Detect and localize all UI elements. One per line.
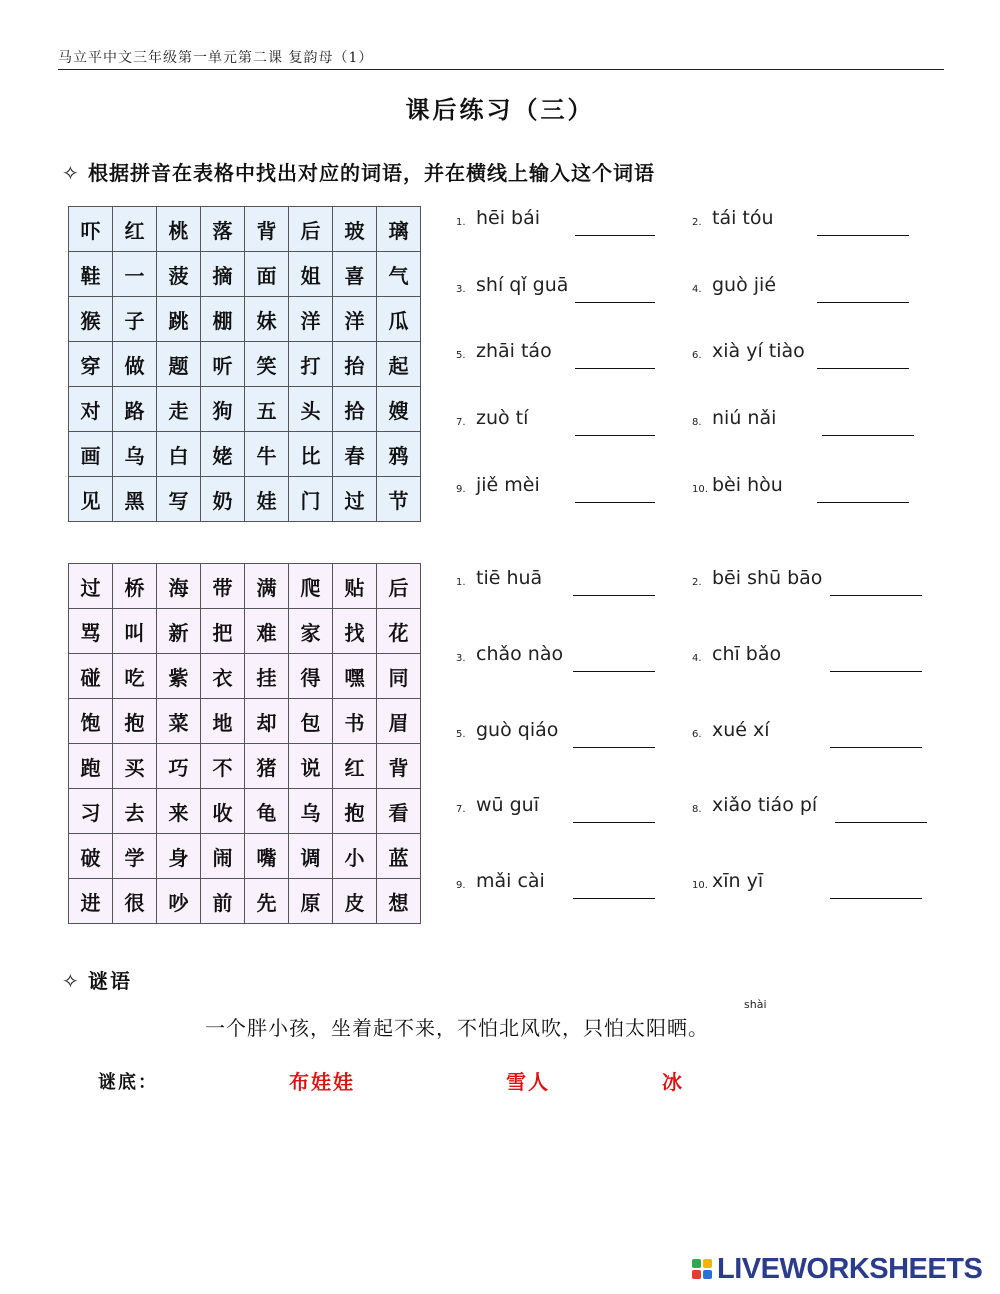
grid-cell[interactable]: 鞋: [69, 252, 113, 297]
grid-row: [69, 789, 421, 834]
page-title: 课后练习（三）: [405, 95, 595, 124]
answer-blank-line[interactable]: [573, 595, 655, 596]
grid-cell[interactable]: 抬: [333, 342, 377, 387]
question-pinyin: niú nǎi: [712, 407, 777, 429]
question-number: 9.: [456, 484, 466, 495]
grid-cell[interactable]: 贴: [333, 564, 377, 609]
riddle-ruby-pinyin: shài: [744, 998, 767, 1011]
question-pinyin: wū guī: [476, 794, 540, 816]
grid-cell[interactable]: 去: [113, 789, 157, 834]
grid-cell[interactable]: 蓝: [377, 834, 421, 879]
grid-cell[interactable]: 拾: [333, 387, 377, 432]
grid-cell[interactable]: 五: [245, 387, 289, 432]
grid-cell[interactable]: 满: [245, 564, 289, 609]
grid-cell[interactable]: 很: [113, 879, 157, 924]
answer-blank-line[interactable]: [817, 302, 909, 303]
brand-text: LIVEWORKSHEETS: [717, 1252, 983, 1285]
grid-cell[interactable]: 却: [245, 699, 289, 744]
grid-cell[interactable]: 面: [245, 252, 289, 297]
grid-cell[interactable]: 做: [113, 342, 157, 387]
grid-cell[interactable]: 眉: [377, 699, 421, 744]
grid-cell[interactable]: 皮: [333, 879, 377, 924]
question-pinyin: zuò tí: [476, 407, 529, 429]
grid-cell[interactable]: 一: [113, 252, 157, 297]
instruction-text: 根据拼音在表格中找出对应的词语，并在横线上输入这个词语: [88, 161, 655, 185]
grid-row: [69, 207, 421, 252]
grid-cell[interactable]: 吓: [69, 207, 113, 252]
grid-cell[interactable]: 春: [333, 432, 377, 477]
grid-cell[interactable]: 带: [201, 564, 245, 609]
answer-blank-line[interactable]: [575, 435, 655, 436]
grid-cell[interactable]: 巧: [157, 744, 201, 789]
grid-cell[interactable]: 笑: [245, 342, 289, 387]
grid-row: [69, 609, 421, 654]
grid-cell[interactable]: 书: [333, 699, 377, 744]
grid-cell[interactable]: 新: [157, 609, 201, 654]
grid-cell[interactable]: 菜: [157, 699, 201, 744]
question-number: 2.: [692, 577, 702, 588]
grid-cell[interactable]: 同: [377, 654, 421, 699]
grid-cell[interactable]: 路: [113, 387, 157, 432]
question-number: 4.: [692, 653, 702, 664]
answer-blank-line[interactable]: [830, 595, 922, 596]
question-pinyin: guò qiáo: [476, 719, 559, 741]
grid-cell[interactable]: 菠: [157, 252, 201, 297]
course-header: 马立平中文三年级第一单元第二课 复韵母（1）: [58, 50, 374, 66]
grid-cell[interactable]: 落: [201, 207, 245, 252]
logo-square: [703, 1270, 712, 1279]
grid-cell[interactable]: 原: [289, 879, 333, 924]
grid-cell[interactable]: 龟: [245, 789, 289, 834]
grid-cell[interactable]: 红: [333, 744, 377, 789]
question-pinyin: xiǎo tiáo pí: [712, 794, 818, 816]
grid-cell[interactable]: 嫂: [377, 387, 421, 432]
grid-cell[interactable]: 璃: [377, 207, 421, 252]
grid-cell[interactable]: 先: [245, 879, 289, 924]
grid-cell[interactable]: 狗: [201, 387, 245, 432]
answer-blank-line[interactable]: [830, 898, 922, 899]
grid-cell[interactable]: 后: [377, 564, 421, 609]
question-number: 9.: [456, 880, 466, 891]
question-number: 2.: [692, 217, 702, 228]
question-number: 6.: [692, 729, 702, 740]
grid-row: [69, 342, 421, 387]
grid-cell[interactable]: 衣: [201, 654, 245, 699]
grid-cell[interactable]: 海: [157, 564, 201, 609]
answer-blank-line[interactable]: [575, 368, 655, 369]
question-pinyin: chǎo nào: [476, 643, 564, 665]
grid-cell[interactable]: 桃: [157, 207, 201, 252]
grid-cell[interactable]: 得: [289, 654, 333, 699]
grid-cell[interactable]: 打: [289, 342, 333, 387]
grid-row: [69, 564, 421, 609]
riddle-option-3[interactable]: 冰: [662, 1070, 684, 1094]
grid-cell[interactable]: 头: [289, 387, 333, 432]
grid-row: [69, 252, 421, 297]
grid-cell[interactable]: 比: [289, 432, 333, 477]
grid-cell[interactable]: 叫: [113, 609, 157, 654]
answer-blank-line[interactable]: [822, 435, 914, 436]
grid-cell[interactable]: 桥: [113, 564, 157, 609]
question-pinyin: guò jié: [712, 274, 777, 296]
grid-row: [69, 654, 421, 699]
grid-cell[interactable]: 乌: [289, 789, 333, 834]
question-number: 5.: [456, 729, 466, 740]
grid-cell[interactable]: 碰: [69, 654, 113, 699]
grid-cell[interactable]: 花: [377, 609, 421, 654]
grid-cell[interactable]: 把: [201, 609, 245, 654]
answer-blank-line[interactable]: [835, 822, 927, 823]
grid-cell[interactable]: 娃: [245, 477, 289, 522]
grid-cell[interactable]: 破: [69, 834, 113, 879]
answer-blank-line[interactable]: [575, 502, 655, 503]
grid-cell[interactable]: 收: [201, 789, 245, 834]
grid-row: [69, 699, 421, 744]
question-pinyin: tái tóu: [712, 207, 774, 229]
character-grid-1: [68, 206, 421, 522]
grid-cell[interactable]: 鸦: [377, 432, 421, 477]
liveworksheets-brand: [692, 1253, 982, 1285]
grid-cell[interactable]: 吃: [113, 654, 157, 699]
grid-cell[interactable]: 起: [377, 342, 421, 387]
grid-cell[interactable]: 吵: [157, 879, 201, 924]
answer-blank-line[interactable]: [573, 671, 655, 672]
question-number: 7.: [456, 804, 466, 815]
grid-cell[interactable]: 前: [201, 879, 245, 924]
question-pinyin: chī bǎo: [712, 643, 782, 665]
grid-cell[interactable]: 小: [333, 834, 377, 879]
question-number: 3.: [456, 653, 466, 664]
grid-cell[interactable]: 饱: [69, 699, 113, 744]
grid-cell[interactable]: 猪: [245, 744, 289, 789]
grid-cell[interactable]: 抱: [333, 789, 377, 834]
grid-cell[interactable]: 包: [289, 699, 333, 744]
liveworksheets-logo-icon: [692, 1259, 712, 1279]
grid-cell[interactable]: 画: [69, 432, 113, 477]
answer-blank-line[interactable]: [830, 747, 922, 748]
grid-cell[interactable]: 找: [333, 609, 377, 654]
question-number: 1.: [456, 577, 466, 588]
grid-cell[interactable]: 抱: [113, 699, 157, 744]
grid-cell[interactable]: 棚: [201, 297, 245, 342]
grid-row: [69, 744, 421, 789]
grid-cell[interactable]: 姥: [201, 432, 245, 477]
grid-cell[interactable]: 听: [201, 342, 245, 387]
grid-cell[interactable]: 写: [157, 477, 201, 522]
question-number: 6.: [692, 350, 702, 361]
grid-cell[interactable]: 摘: [201, 252, 245, 297]
grid-cell[interactable]: 门: [289, 477, 333, 522]
grid-cell[interactable]: 妹: [245, 297, 289, 342]
riddle-heading-text: 谜语: [88, 969, 132, 993]
grid-row: [69, 834, 421, 879]
grid-cell[interactable]: 对: [69, 387, 113, 432]
question-pinyin: xué xí: [712, 719, 770, 741]
sparkle-icon: ✧: [62, 161, 80, 185]
grid-cell[interactable]: 过: [333, 477, 377, 522]
question-pinyin: xià yí tiào: [712, 340, 805, 362]
answer-blank-line[interactable]: [573, 898, 655, 899]
grid-cell[interactable]: 牛: [245, 432, 289, 477]
character-grid-2: [68, 563, 421, 924]
grid-cell[interactable]: 跑: [69, 744, 113, 789]
grid-cell[interactable]: 身: [157, 834, 201, 879]
grid-cell[interactable]: 挂: [245, 654, 289, 699]
grid-cell[interactable]: 气: [377, 252, 421, 297]
grid-cell[interactable]: 题: [157, 342, 201, 387]
grid-cell[interactable]: 过: [69, 564, 113, 609]
answer-blank-line[interactable]: [573, 822, 655, 823]
grid-cell[interactable]: 洋: [333, 297, 377, 342]
question-number: 8.: [692, 417, 702, 428]
question-number: 7.: [456, 417, 466, 428]
header-divider: [58, 69, 944, 70]
grid-cell[interactable]: 洋: [289, 297, 333, 342]
grid-cell[interactable]: 地: [201, 699, 245, 744]
grid-cell[interactable]: 家: [289, 609, 333, 654]
grid-cell[interactable]: 学: [113, 834, 157, 879]
grid-row: [69, 477, 421, 522]
grid-row: [69, 387, 421, 432]
answer-blank-line[interactable]: [573, 747, 655, 748]
logo-square: [692, 1270, 701, 1279]
grid-cell[interactable]: 姐: [289, 252, 333, 297]
logo-square: [703, 1259, 712, 1268]
question-pinyin: tiē huā: [476, 567, 543, 589]
grid-cell[interactable]: 看: [377, 789, 421, 834]
answer-blank-line[interactable]: [575, 302, 655, 303]
grid-row: [69, 297, 421, 342]
grid-cell[interactable]: 子: [113, 297, 157, 342]
question-number: 5.: [456, 350, 466, 361]
grid-cell[interactable]: 习: [69, 789, 113, 834]
grid-cell[interactable]: 紫: [157, 654, 201, 699]
grid-row: [69, 879, 421, 924]
riddle-answer-label: 谜底：: [98, 1072, 158, 1093]
grid-cell[interactable]: 节: [377, 477, 421, 522]
question-number: 10.: [692, 880, 708, 891]
question-pinyin: shí qǐ guā: [476, 274, 569, 296]
grid-cell[interactable]: 嘴: [245, 834, 289, 879]
grid-cell[interactable]: 红: [113, 207, 157, 252]
grid-cell[interactable]: 进: [69, 879, 113, 924]
grid-cell[interactable]: 猴: [69, 297, 113, 342]
question-pinyin: bèi hòu: [712, 474, 783, 496]
grid-cell[interactable]: 瓜: [377, 297, 421, 342]
grid-cell[interactable]: 喜: [333, 252, 377, 297]
question-number: 1.: [456, 217, 466, 228]
instruction: [62, 157, 655, 186]
grid-cell[interactable]: 骂: [69, 609, 113, 654]
question-pinyin: hēi bái: [476, 207, 541, 229]
riddle-option-2[interactable]: 雪人: [506, 1070, 550, 1094]
grid-cell[interactable]: 说: [289, 744, 333, 789]
grid-cell[interactable]: 想: [377, 879, 421, 924]
answer-blank-line[interactable]: [830, 671, 922, 672]
grid-cell[interactable]: 难: [245, 609, 289, 654]
question-pinyin: bēi shū bāo: [712, 567, 823, 589]
grid-row: [69, 432, 421, 477]
grid-cell[interactable]: 背: [245, 207, 289, 252]
answer-blank-line[interactable]: [817, 368, 909, 369]
grid-cell[interactable]: 玻: [333, 207, 377, 252]
sparkle-icon: ✧: [62, 969, 81, 993]
grid-cell[interactable]: 见: [69, 477, 113, 522]
grid-cell[interactable]: 不: [201, 744, 245, 789]
grid-cell[interactable]: 闹: [201, 834, 245, 879]
grid-cell[interactable]: 调: [289, 834, 333, 879]
question-pinyin: mǎi cài: [476, 870, 545, 892]
grid-cell[interactable]: 买: [113, 744, 157, 789]
grid-cell[interactable]: 来: [157, 789, 201, 834]
grid-cell[interactable]: 爬: [289, 564, 333, 609]
grid-cell[interactable]: 黑: [113, 477, 157, 522]
question-number: 10.: [692, 484, 708, 495]
answer-blank-line[interactable]: [817, 502, 909, 503]
grid-cell[interactable]: 背: [377, 744, 421, 789]
grid-cell[interactable]: 穿: [69, 342, 113, 387]
logo-square: [692, 1259, 701, 1268]
grid-cell[interactable]: 乌: [113, 432, 157, 477]
grid-cell[interactable]: 跳: [157, 297, 201, 342]
answer-blank-line[interactable]: [575, 235, 655, 236]
question-number: 3.: [456, 284, 466, 295]
question-pinyin: zhāi táo: [476, 340, 552, 362]
question-number: 8.: [692, 804, 702, 815]
riddle-option-1[interactable]: 布娃娃: [289, 1070, 355, 1094]
riddle-heading: [62, 965, 132, 994]
grid-cell[interactable]: 走: [157, 387, 201, 432]
question-number: 4.: [692, 284, 702, 295]
riddle-text: 一个胖小孩，坐着起不来，不怕北风吹，只怕太阳晒。: [205, 1016, 709, 1040]
question-pinyin: xīn yī: [712, 870, 764, 892]
answer-blank-line[interactable]: [817, 235, 909, 236]
grid-cell[interactable]: 奶: [201, 477, 245, 522]
question-pinyin: jiě mèi: [476, 474, 540, 496]
grid-cell[interactable]: 白: [157, 432, 201, 477]
grid-cell[interactable]: 嘿: [333, 654, 377, 699]
grid-cell[interactable]: 后: [289, 207, 333, 252]
